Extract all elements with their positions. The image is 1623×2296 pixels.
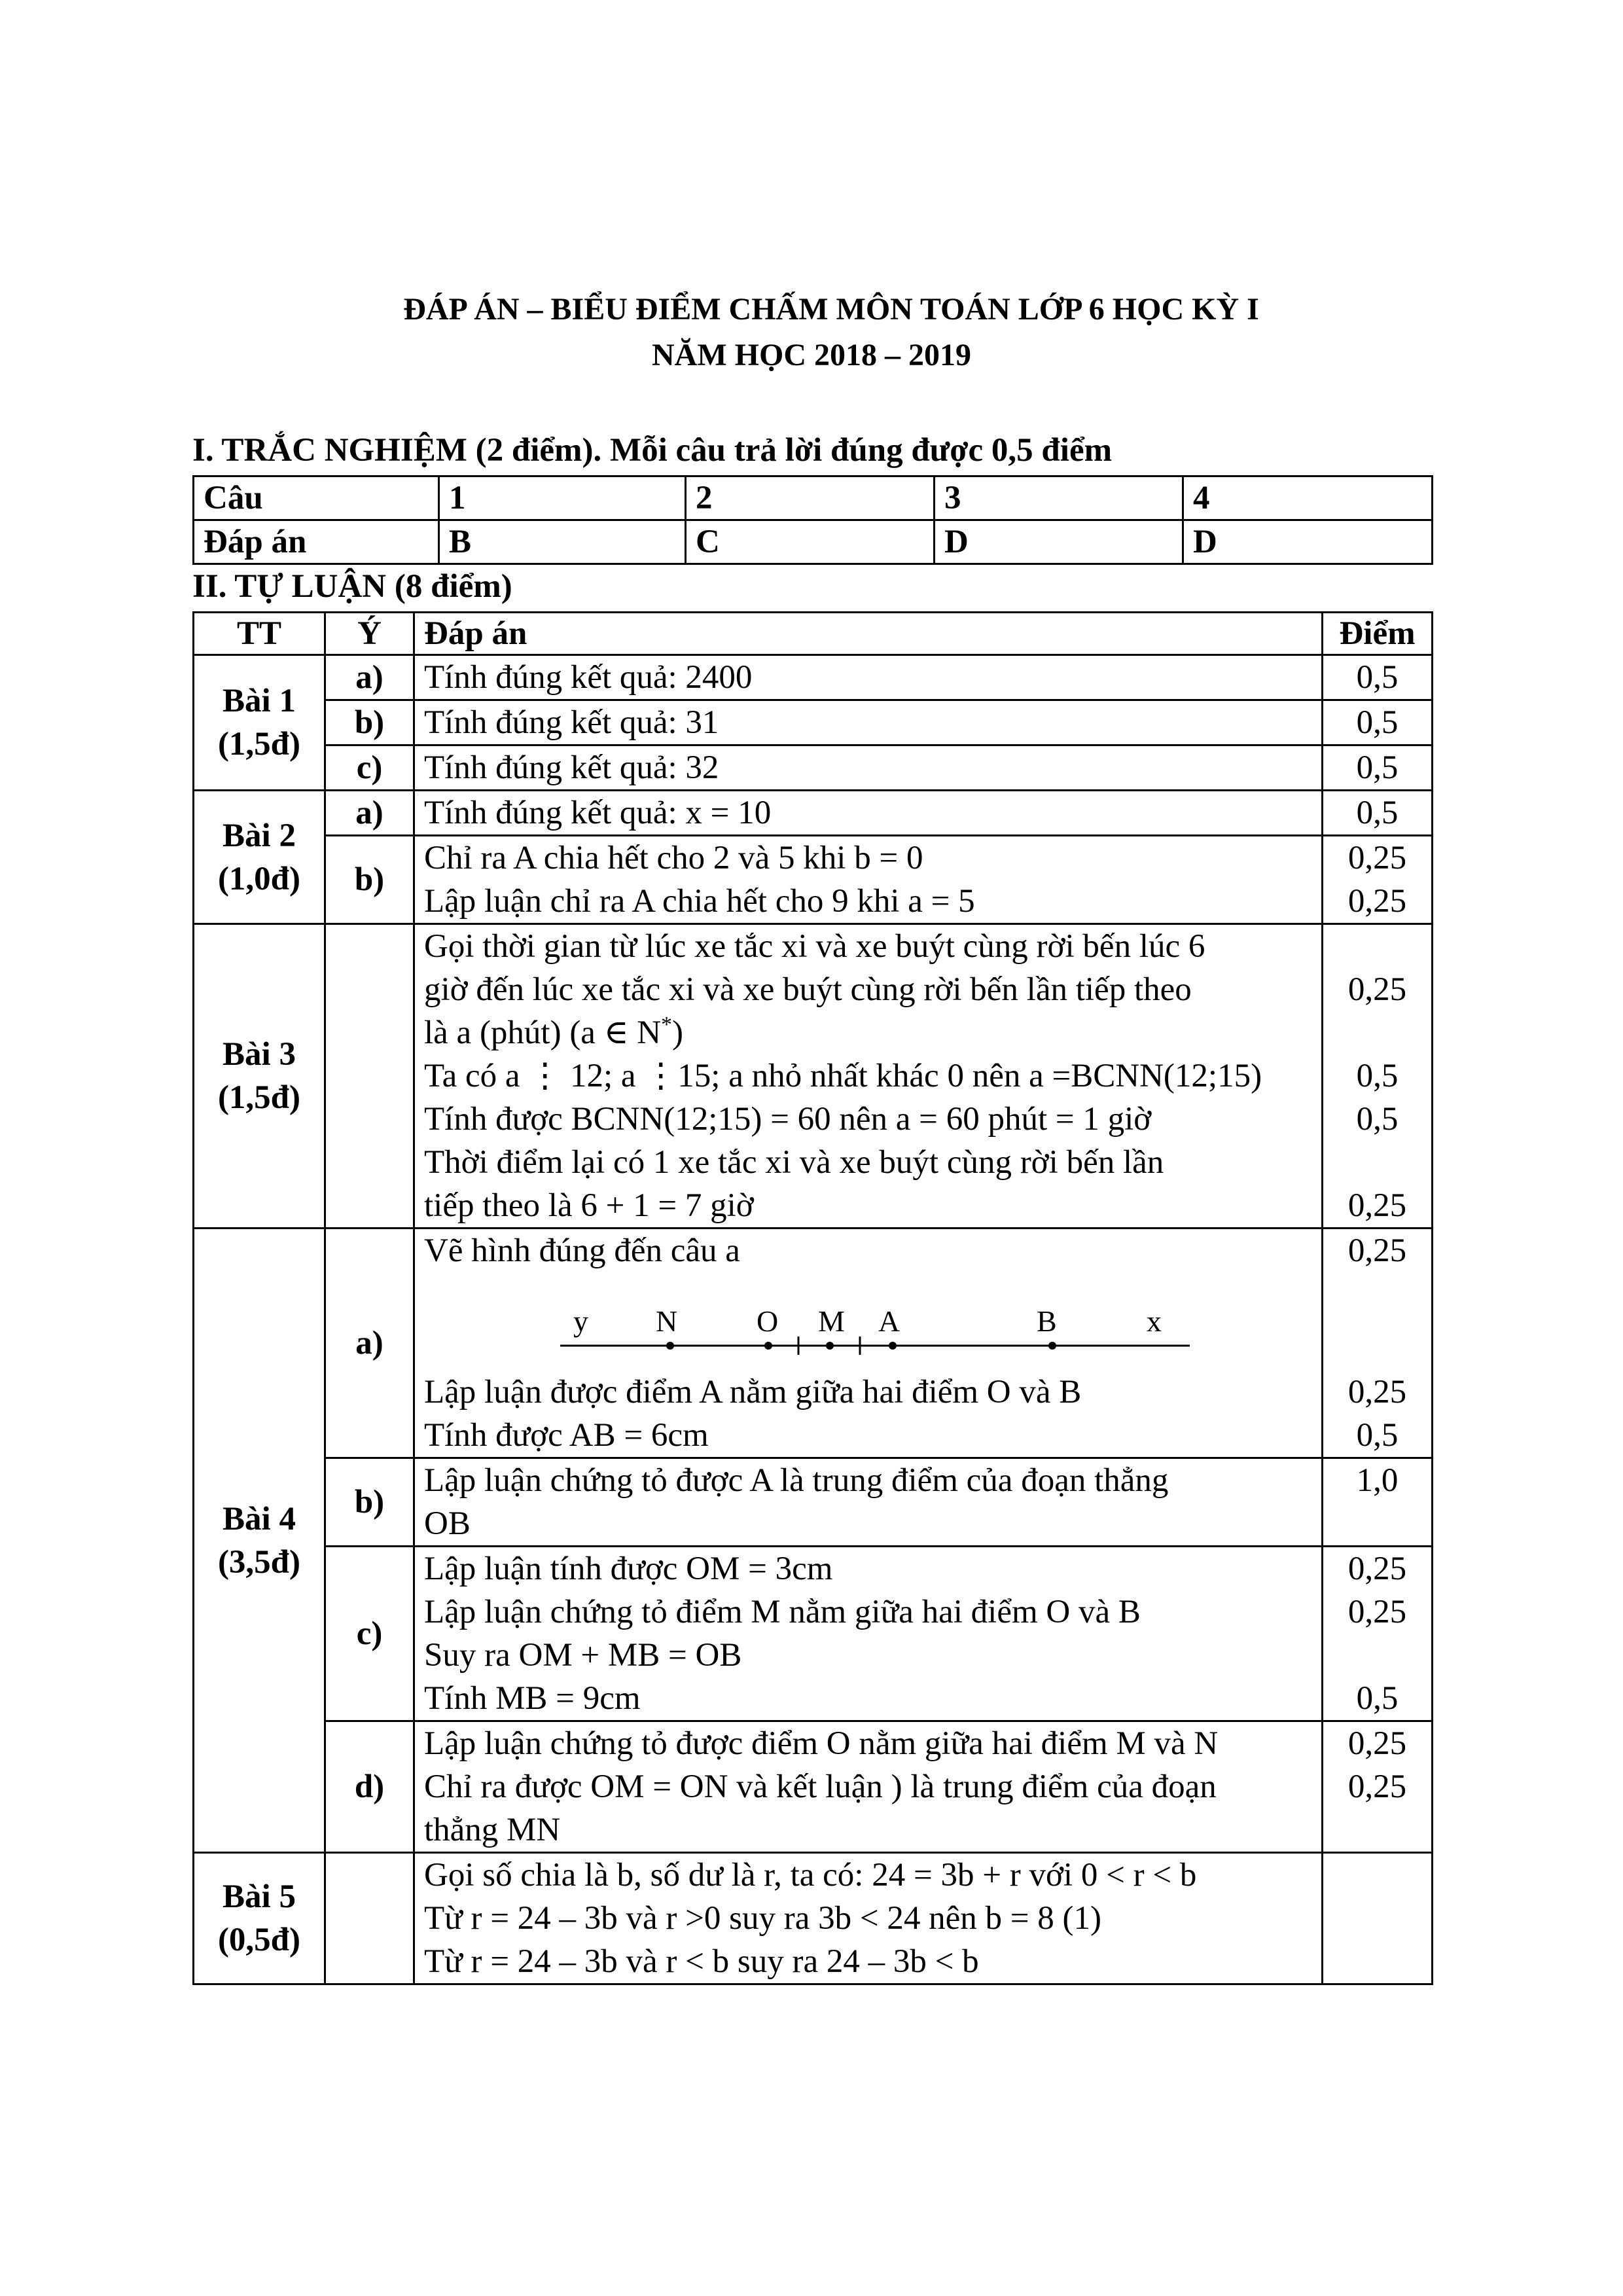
problem-name: Bài 5 (223, 1878, 296, 1915)
points-line: 0,25 (1347, 971, 1407, 1008)
answer-text (414, 1853, 1323, 1984)
header-y: Ý (325, 613, 414, 655)
label-y: y (573, 1304, 588, 1338)
table-cell: 2 (686, 476, 935, 520)
geometry-figure (424, 1272, 1321, 1371)
header-answer: Đáp án (414, 613, 1323, 655)
line-segment-diagram (424, 1272, 1162, 1371)
points-line: 0,5 (1356, 1058, 1399, 1094)
answer-text: Tính đúng kết quả: 2400 (414, 655, 1323, 700)
table-header-row (194, 613, 1433, 655)
label-a: A (878, 1304, 901, 1338)
table-cell: D (1183, 520, 1433, 564)
answer-line: Tính MB = 9cm (424, 1680, 641, 1717)
problem-3-label (194, 924, 325, 1229)
answer-line: Gọi thời gian từ lúc xe tắc xi và xe buýt cùng rời bến lúc 6 (424, 928, 1205, 965)
part-label: b) (325, 836, 414, 924)
answer-text (414, 1547, 1323, 1721)
part-label: b) (325, 700, 414, 745)
answer-line: thẳng MN (424, 1812, 561, 1848)
part-label: d) (325, 1721, 414, 1853)
points-value: 0,5 (1323, 655, 1433, 700)
points-line: 0,25 (1347, 1374, 1407, 1410)
problem-score: (1,0đ) (217, 860, 301, 897)
answer-line: tiếp theo là 6 + 1 = 7 giờ (424, 1187, 754, 1224)
multiple-choice-table (192, 475, 1433, 565)
point-a (889, 1342, 897, 1350)
answer-line: Chỉ ra được OM = ON và kết luận ) là trung điểm của đoạn (424, 1768, 1217, 1805)
table-row (194, 476, 1433, 520)
point-b (1048, 1342, 1056, 1350)
answer-line: Lập luận chỉ ra A chia hết cho 9 khi a = 5 (424, 883, 975, 920)
problem-5-label (194, 1853, 325, 1984)
table-row (194, 924, 1433, 1229)
part-label (325, 924, 414, 1229)
section-multiple-choice-heading: I. TRẮC NGHIỆM (2 điểm). Mỗi câu trả lời đúng được 0,5 điểm (192, 432, 1113, 469)
problem-name: Bài 4 (223, 1500, 296, 1537)
answer-line-part: ) (672, 1014, 684, 1051)
part-label (325, 1853, 414, 1984)
answer-line: Tính được BCNN(12;15) = 60 nên a = 60 phút = 1 giờ (424, 1101, 1152, 1138)
answer-line: Gọi số chia là b, số dư là r, ta có: 24 = 3b + r với 0 < r < b (424, 1857, 1197, 1893)
answer-line: Lập luận tính được OM = 3cm (424, 1551, 833, 1587)
problem-score: (3,5đ) (217, 1543, 301, 1581)
answer-text: Tính đúng kết quả: x = 10 (414, 791, 1323, 836)
table-row (194, 520, 1433, 564)
table-row (194, 745, 1433, 791)
essay-table (192, 611, 1433, 1985)
points-line: 0,25 (1347, 1551, 1407, 1587)
answer-text (414, 1721, 1323, 1853)
points-line: 0,25 (1347, 883, 1407, 920)
points-value (1323, 1547, 1433, 1721)
table-cell: B (439, 520, 686, 564)
answer-line: Chỉ ra A chia hết cho 2 và 5 khi b = 0 (424, 840, 923, 876)
points-value (1323, 924, 1433, 1229)
answer-line: Từ r = 24 – 3b và r >0 suy ra 3b < 24 nên b = 8 (1) (424, 1900, 1102, 1937)
answer-line: Suy ra OM + MB = OB (424, 1637, 742, 1674)
answer-line: Thời điểm lại có 1 xe tắc xi và xe buýt cùng rời bến lần (424, 1144, 1164, 1181)
table-row (194, 1229, 1433, 1458)
label-n: N (656, 1304, 678, 1338)
table-cell: Câu (194, 476, 439, 520)
points-value: 0,5 (1323, 791, 1433, 836)
part-label: c) (325, 745, 414, 791)
point-o (764, 1342, 772, 1350)
answer-line: Lập luận chứng tỏ được điểm O nằm giữa hai điểm M và N (424, 1725, 1219, 1762)
answer-line: Lập luận được điểm A nằm giữa hai điểm O và B (424, 1374, 1082, 1410)
answer-text: Tính đúng kết quả: 32 (414, 745, 1323, 791)
answer-line: Vẽ hình đúng đến câu a (424, 1232, 740, 1269)
answer-line: OB (424, 1505, 471, 1542)
points-line: 0,5 (1356, 1680, 1399, 1717)
answer-text (414, 1229, 1323, 1458)
part-label: a) (325, 655, 414, 700)
table-cell: 4 (1183, 476, 1433, 520)
points-line: 0,25 (1347, 1725, 1407, 1762)
point-n (666, 1342, 674, 1350)
problem-score: (1,5đ) (217, 1079, 301, 1116)
part-label: a) (325, 791, 414, 836)
table-row (194, 1458, 1433, 1547)
label-x: x (1147, 1304, 1162, 1338)
section-essay-heading: II. TỰ LUẬN (8 điểm) (192, 568, 512, 605)
part-label: c) (325, 1547, 414, 1721)
answer-text (414, 924, 1323, 1229)
answer-text (414, 836, 1323, 924)
part-label: a) (325, 1229, 414, 1458)
part-label: b) (325, 1458, 414, 1547)
table-row (194, 791, 1433, 836)
points-line: 0,25 (1347, 1232, 1407, 1269)
problem-4-label (194, 1229, 325, 1853)
answer-line-part: là a (phút) (a ∈ N (424, 1014, 662, 1051)
points-line: 0,5 (1356, 1417, 1399, 1454)
answer-line: Lập luận chứng tỏ điểm M nằm giữa hai điểm O và B (424, 1594, 1141, 1630)
page-title: ĐÁP ÁN – BIỂU ĐIỂM CHẤM MÔN TOÁN LỚP 6 HỌC KỲ I (403, 292, 1259, 327)
points-value: 0,5 (1323, 700, 1433, 745)
table-row (194, 700, 1433, 745)
point-m (826, 1342, 834, 1350)
points-line: 0,25 (1347, 1594, 1407, 1630)
points-value (1323, 1458, 1433, 1547)
points-line: 0,5 (1356, 1101, 1399, 1138)
answer-text: Tính đúng kết quả: 31 (414, 700, 1323, 745)
answer-line: Lập luận chứng tỏ được A là trung điểm của đoạn thẳng (424, 1462, 1169, 1499)
table-cell: 1 (439, 476, 686, 520)
points-value (1323, 836, 1433, 924)
table-cell: D (935, 520, 1183, 564)
problem-score: (1,5đ) (217, 726, 301, 762)
table-row (194, 1853, 1433, 1984)
answer-line: Tính được AB = 6cm (424, 1417, 709, 1454)
answer-line: Từ r = 24 – 3b và r < b suy ra 24 – 3b < b (424, 1943, 979, 1980)
problem-2-label (194, 791, 325, 924)
answer-line: giờ đến lúc xe tắc xi và xe buýt cùng rời bến lần tiếp theo (424, 971, 1192, 1008)
table-cell: Đáp án (194, 520, 439, 564)
table-cell: 3 (935, 476, 1183, 520)
answer-text (414, 1458, 1323, 1547)
table-cell: C (686, 520, 935, 564)
answer-line: Ta có a ⋮ 12; a ⋮15; a nhỏ nhất khác 0 nên a =BCNN(12;15) (424, 1058, 1262, 1094)
problem-name: Bài 1 (223, 683, 296, 719)
label-m: M (818, 1304, 845, 1338)
superscript: * (661, 1013, 673, 1037)
points-line: 0,25 (1347, 1187, 1407, 1224)
header-tt: TT (194, 613, 325, 655)
problem-name: Bài 2 (223, 817, 296, 854)
table-row (194, 655, 1433, 700)
label-b: B (1037, 1304, 1057, 1338)
table-row (194, 1721, 1433, 1853)
page-subtitle: NĂM HỌC 2018 – 2019 (652, 338, 971, 372)
points-value (1323, 1229, 1433, 1458)
points-line: 0,25 (1347, 840, 1407, 876)
label-o: O (757, 1304, 779, 1338)
header-points: Điểm (1323, 613, 1433, 655)
answer-line (424, 1011, 1321, 1054)
table-row (194, 836, 1433, 924)
points-value: 0,5 (1323, 745, 1433, 791)
problem-1-label (194, 655, 325, 791)
points-value (1323, 1721, 1433, 1853)
problem-score: (0,5đ) (217, 1922, 301, 1958)
problem-name: Bài 3 (223, 1036, 296, 1073)
table-row (194, 1547, 1433, 1721)
points-line: 0,25 (1347, 1768, 1407, 1805)
points-line: 1,0 (1356, 1462, 1399, 1499)
points-value (1323, 1853, 1433, 1984)
